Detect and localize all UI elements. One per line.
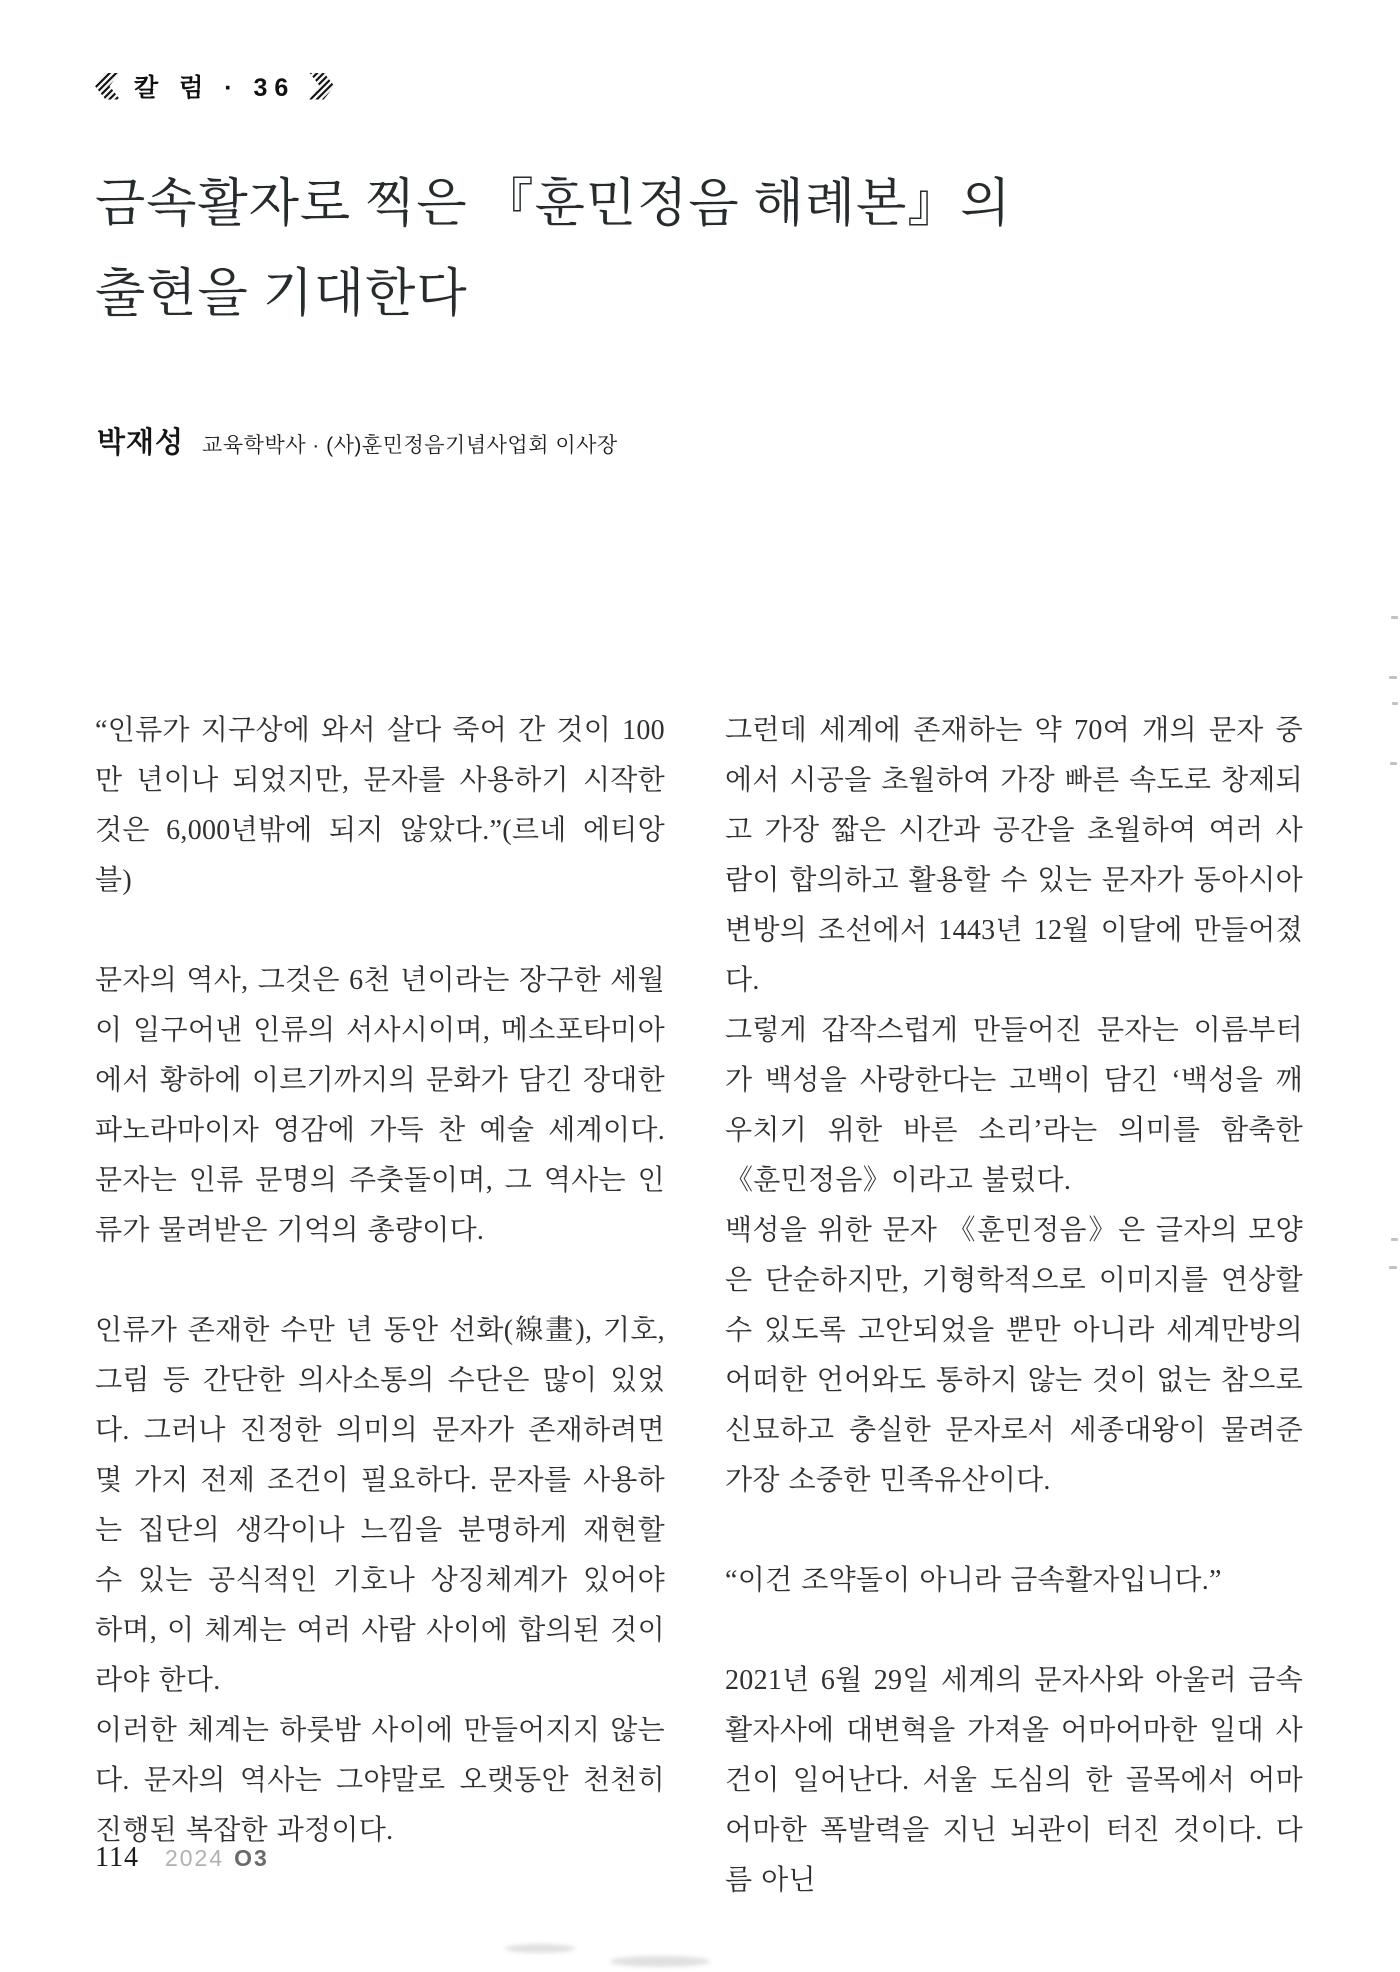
ornament-left-icon [95,73,120,100]
scan-artifact [505,1944,575,1953]
paragraph: 그런데 세계에 존재하는 약 70여 개의 문자 중에서 시공을 초월하여 가장 빠른 속도로 창제되고 가장 짧은 시간과 공간을 초월하여 여러 사람이 합의하고 활용할 수 있는 문자가 동아시아 변방의 조선에서 1443년 12월 이달에 만들어졌다. [725,715,1303,996]
paragraph: 이러한 체계는 하룻밤 사이에 만들어지지 않는다. 문자의 역사는 그야말로 오랫동안 천천히 진행된 복잡한 과정이다. [95,1715,665,1846]
scan-artifact [1390,762,1397,765]
paragraph: 그렇게 갑작스럽게 만들어진 문자는 이름부터가 백성을 사랑한다는 고백이 담긴 ‘백성을 깨우치기 위한 바른 소리’라는 의미를 함축한 《훈민정음》이라고 불렀다. [725,1015,1303,1196]
column-badge [95,68,334,104]
paragraph: “인류가 지구상에 와서 살다 죽어 간 것이 100만 년이나 되었지만, 문자를 사용하기 시작한 것은 6,000년밖에 되지 않았다.”(르네 에티앙블) [95,715,665,896]
author-name: 박재성 [97,427,185,459]
article-title-line2: 출현을 기대한다 [95,266,468,323]
ornament-right-icon [309,73,334,100]
column-badge-label: 칼 럼 · 36 [134,74,296,102]
issue-label [165,1845,269,1872]
paragraph: 백성을 위한 문자 《훈민정음》은 글자의 모양은 단순하지만, 기형학적으로 이미지를 연상할 수 있도록 고안되었을 뿐만 아니라 세계만방의 어떠한 언어와도 통하지 않는 것이 없는 참으로 신묘하고 충실한 문자로서 세종대왕이 물려준 가장 소중한 민족유산이다. [725,1215,1303,1496]
issue-number: O3 [234,1845,269,1871]
author-title: 교육학박사 · (사)훈민정음기념사업회 이사장 [202,434,618,457]
paragraph: 문자의 역사, 그것은 6천 년이라는 장구한 세월이 일구어낸 인류의 서사시이며, 메소포타미아에서 황하에 이르기까지의 문화가 담긴 장대한 파노라마이자 영감에 가득 찬 예술 세계이다. 문자는 인류 문명의 주춧돌이며, 그 역사는 인류가 물려받은 기억의 총량이다. [95,965,665,1246]
article-title [95,160,1275,340]
scan-artifact [1392,702,1398,705]
scan-artifact [610,1956,710,1967]
issue-year: 2024 [164,1845,225,1871]
page-number: 114 [95,1842,139,1873]
paragraph: “이건 조약돌이 아니라 금속활자입니다.” [725,1565,1222,1596]
scan-artifact [1389,676,1397,679]
article-title-line1: 금속활자로 찍은 『훈민정음 해례본』의 [95,176,1012,233]
paragraph: 2021년 6월 29일 세계의 문자사와 아울러 금속활자사에 대변혁을 가져올 어마어마한 일대 사건이 일어난다. 서울 도심의 한 골목에서 어마어마한 폭발력을 지닌 뇌관이 터진 것이다. 다름 아닌 [725,1665,1303,1896]
body-column-left [95,706,665,1856]
scan-artifact [1391,1238,1398,1241]
body-column-right [725,706,1303,1906]
author-byline [97,420,618,461]
page-footer [95,1842,269,1874]
scan-artifact [1389,1266,1397,1269]
scan-artifact [1391,616,1398,619]
paragraph: 인류가 존재한 수만 년 동안 선화(線畫), 기호, 그림 등 간단한 의사소통의 수단은 많이 있었다. 그러나 진정한 의미의 문자가 존재하려면 몇 가지 전제 조건이 필요하다. 문자를 사용하는 집단의 생각이나 느낌을 분명하게 재현할 수 있는 공식적인 기호나 상징체계가 있어야 하며, 이 체계는 여러 사람 사이에 합의된 것이라야 한다. [95,1315,665,1696]
